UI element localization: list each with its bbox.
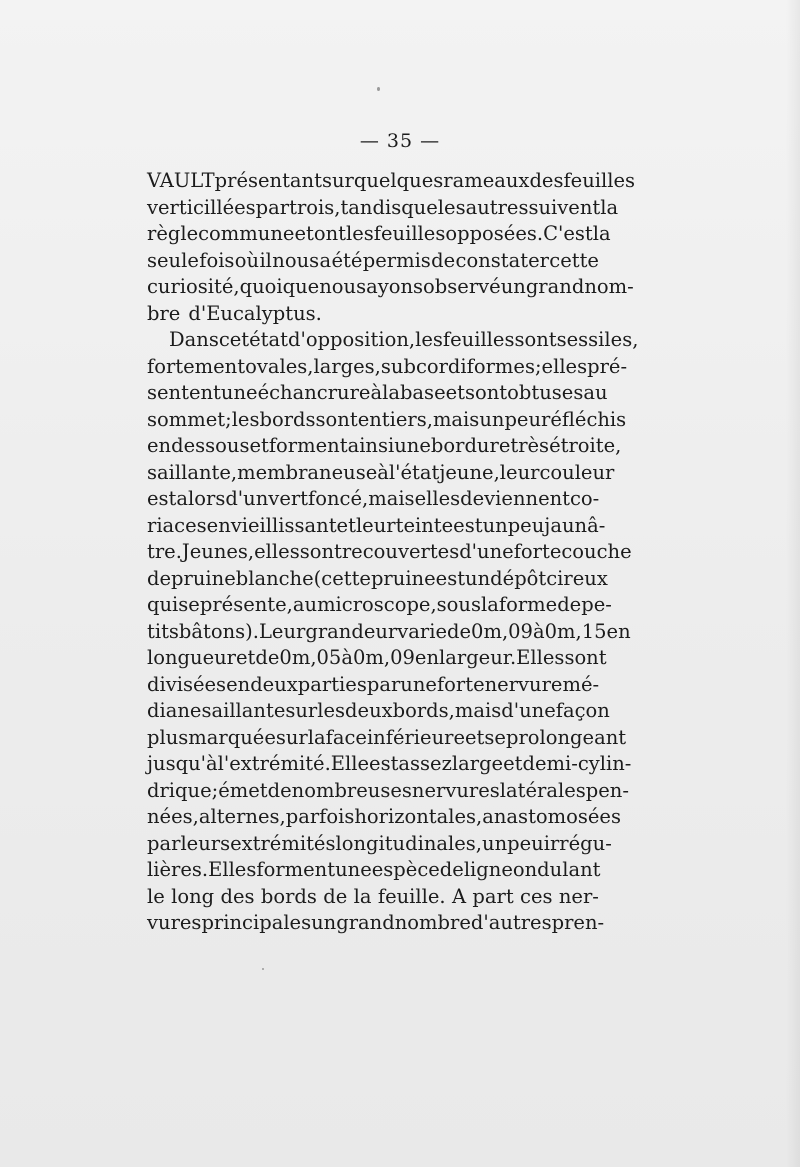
word: bords, bbox=[392, 699, 455, 722]
word: pruine bbox=[370, 566, 436, 590]
word: subcordiformes bbox=[380, 354, 535, 378]
word: nous bbox=[272, 248, 320, 272]
text-line bbox=[147, 168, 636, 195]
word: alors bbox=[176, 487, 226, 510]
word: ligne bbox=[463, 858, 513, 881]
word: deux bbox=[250, 672, 298, 696]
word: ner- bbox=[558, 884, 599, 908]
word: leurs bbox=[180, 831, 231, 855]
word: au bbox=[583, 381, 608, 404]
word: (cette bbox=[313, 566, 371, 590]
word: principales bbox=[201, 911, 312, 934]
word: peu bbox=[507, 831, 544, 855]
word: bords bbox=[260, 884, 317, 908]
word: nombreuses bbox=[291, 778, 412, 802]
word: ces bbox=[520, 884, 553, 908]
word: des bbox=[529, 169, 564, 192]
word: et bbox=[249, 434, 269, 457]
word: sont bbox=[299, 540, 342, 563]
word: microscope, bbox=[317, 593, 437, 616]
text-line bbox=[147, 354, 628, 381]
word: en bbox=[206, 513, 231, 537]
word: varie bbox=[397, 619, 448, 643]
word: jeune, bbox=[439, 460, 500, 484]
word: ainsi bbox=[347, 434, 395, 457]
word: pen- bbox=[585, 778, 629, 802]
word: les bbox=[317, 699, 346, 722]
word: une bbox=[394, 434, 431, 457]
word: longueur bbox=[147, 646, 236, 669]
word: très bbox=[510, 434, 550, 457]
word: à bbox=[370, 381, 383, 404]
word: état bbox=[249, 328, 288, 351]
word: anastomosées bbox=[482, 805, 621, 828]
word: parfois bbox=[285, 805, 355, 828]
text-line bbox=[147, 592, 612, 619]
page-number: — 35 — bbox=[359, 130, 441, 152]
word: sont bbox=[564, 646, 607, 669]
word: suivent bbox=[528, 195, 601, 219]
word: ont bbox=[313, 222, 346, 245]
word: 0m,15 bbox=[544, 619, 607, 643]
word: qui bbox=[147, 593, 179, 616]
word: lières. bbox=[147, 858, 209, 881]
page-edge-shadow bbox=[786, 0, 800, 1167]
word: constater bbox=[455, 248, 549, 272]
word: nervure bbox=[484, 672, 563, 696]
word: parties bbox=[297, 672, 367, 696]
word: plus bbox=[147, 725, 189, 749]
word: d'une bbox=[459, 540, 514, 563]
word: espèce bbox=[371, 858, 440, 881]
word: de bbox=[147, 566, 172, 590]
word: mais bbox=[368, 487, 415, 510]
text-line bbox=[147, 460, 615, 487]
word: réfléchis bbox=[541, 407, 627, 431]
word: présente, bbox=[199, 593, 293, 616]
word: extrémités bbox=[230, 831, 336, 855]
word: fortement bbox=[147, 354, 246, 378]
word: de bbox=[439, 858, 464, 881]
word: les bbox=[415, 328, 443, 351]
word: inférieure bbox=[366, 725, 466, 749]
word: présentant bbox=[214, 169, 322, 192]
word: assez bbox=[398, 752, 452, 775]
word: d'opposition, bbox=[287, 328, 416, 351]
word: tre. bbox=[147, 540, 182, 563]
word: forment bbox=[256, 858, 336, 881]
word: nous bbox=[319, 275, 367, 298]
word: 0m,05 bbox=[279, 646, 342, 669]
word: opposées. bbox=[445, 222, 544, 245]
word: les bbox=[231, 407, 260, 431]
word: de bbox=[557, 593, 582, 616]
word: forment bbox=[268, 434, 348, 457]
word: VAULT bbox=[147, 169, 215, 192]
word: demi-cylin- bbox=[522, 752, 632, 775]
word: un bbox=[500, 275, 526, 298]
word: co- bbox=[570, 487, 600, 510]
word: par bbox=[147, 831, 181, 855]
text-line bbox=[147, 327, 639, 354]
word: marquée bbox=[188, 725, 276, 749]
word: ayons bbox=[366, 275, 424, 298]
word: Jeunes, bbox=[181, 540, 255, 563]
word: le bbox=[147, 884, 165, 908]
word: la bbox=[592, 222, 611, 245]
word: la bbox=[600, 195, 619, 219]
text-line bbox=[147, 486, 599, 513]
word: ; bbox=[534, 354, 542, 378]
word: été bbox=[331, 248, 363, 272]
word: règle bbox=[147, 222, 199, 245]
word: par bbox=[255, 195, 290, 219]
word: dessous bbox=[171, 434, 250, 457]
word: échancrure bbox=[257, 381, 371, 404]
word: feuilles bbox=[563, 169, 636, 192]
word: fois bbox=[199, 248, 235, 272]
word: nombre bbox=[394, 911, 471, 934]
word: bordure bbox=[430, 434, 511, 457]
word: elles bbox=[414, 487, 461, 510]
word: sont bbox=[465, 381, 508, 404]
word: d'un bbox=[225, 487, 269, 510]
word: drique bbox=[147, 778, 212, 802]
word: cireux bbox=[546, 566, 608, 590]
word: jaunâ- bbox=[544, 513, 606, 537]
word: est bbox=[147, 487, 177, 510]
word: face bbox=[325, 725, 367, 749]
word: et bbox=[336, 513, 356, 537]
word: grandeur bbox=[305, 619, 398, 643]
word: pren- bbox=[551, 911, 605, 934]
word: entiers, bbox=[357, 407, 433, 431]
word: l'état bbox=[388, 460, 440, 484]
word: peu bbox=[507, 513, 545, 537]
word: part bbox=[472, 884, 514, 908]
word: d'autres bbox=[470, 911, 552, 934]
word: grand bbox=[336, 911, 395, 934]
word: émet bbox=[218, 778, 268, 802]
word: saillante bbox=[201, 699, 286, 722]
word: en bbox=[226, 672, 251, 696]
word: irrégu- bbox=[543, 831, 612, 855]
word: de bbox=[255, 646, 280, 669]
word: couche bbox=[561, 540, 632, 563]
word: largeur. bbox=[439, 646, 517, 669]
word: autres bbox=[465, 195, 529, 219]
word: ; bbox=[211, 778, 219, 802]
word: en bbox=[606, 619, 631, 643]
word: est bbox=[369, 752, 399, 775]
word: seule bbox=[147, 248, 199, 272]
word: cet bbox=[218, 328, 250, 351]
text-line bbox=[147, 221, 611, 248]
text-line bbox=[147, 380, 608, 407]
word: et bbox=[503, 752, 523, 775]
word: C'est bbox=[543, 222, 593, 245]
text-line bbox=[147, 884, 599, 911]
word: par bbox=[366, 672, 401, 696]
word: sur bbox=[275, 725, 308, 749]
word: pe- bbox=[581, 593, 612, 616]
word: recouvertes bbox=[341, 540, 460, 563]
word: deviennent bbox=[460, 487, 571, 510]
word: de bbox=[447, 619, 472, 643]
text-line bbox=[147, 831, 612, 858]
text-line bbox=[147, 274, 634, 301]
word: la bbox=[382, 381, 400, 404]
word: curiosité, bbox=[147, 275, 240, 298]
text-line bbox=[147, 804, 621, 831]
word: forme bbox=[498, 593, 558, 616]
word: diane bbox=[147, 699, 202, 722]
word: un bbox=[482, 831, 508, 855]
word: larges, bbox=[313, 354, 381, 378]
text-line bbox=[147, 698, 610, 725]
word: 0m,09 bbox=[471, 619, 533, 643]
word: ovales, bbox=[245, 354, 314, 378]
word: deux bbox=[345, 699, 393, 722]
word: bords bbox=[259, 407, 316, 431]
word: d'une bbox=[501, 699, 556, 722]
text-line bbox=[147, 645, 607, 672]
word: façon bbox=[555, 699, 610, 722]
word: blanche bbox=[235, 566, 314, 590]
word: base bbox=[399, 381, 446, 404]
word: membraneuse bbox=[237, 460, 378, 484]
word: à bbox=[532, 619, 545, 643]
word: saillante, bbox=[147, 460, 238, 484]
text-line bbox=[147, 513, 606, 540]
word: Elles bbox=[208, 858, 257, 881]
word: nervures bbox=[411, 778, 500, 802]
word: forte bbox=[436, 672, 485, 696]
text-line bbox=[147, 433, 622, 460]
word: un bbox=[482, 513, 508, 537]
paper-speck bbox=[377, 87, 380, 91]
word: nom- bbox=[584, 275, 634, 298]
word: où bbox=[234, 248, 260, 272]
word: tandis bbox=[340, 195, 402, 219]
word: obtuses bbox=[507, 381, 584, 404]
word: sont bbox=[514, 328, 557, 351]
word: feuilles bbox=[373, 222, 446, 245]
word: de bbox=[323, 884, 348, 908]
text-line bbox=[147, 566, 608, 593]
word: observé bbox=[423, 275, 501, 298]
word: tits bbox=[147, 619, 179, 643]
word: les bbox=[345, 222, 374, 245]
word: en bbox=[414, 646, 440, 669]
word: l'extrémité. bbox=[217, 752, 331, 775]
word: se bbox=[484, 725, 506, 749]
text-line bbox=[147, 725, 627, 752]
word: forte bbox=[513, 540, 562, 563]
word: long bbox=[171, 884, 215, 908]
word: les bbox=[437, 195, 466, 219]
word: de bbox=[267, 778, 292, 802]
body-text bbox=[147, 168, 639, 937]
word: d'Eucalyptus. bbox=[188, 301, 322, 325]
word: mais bbox=[432, 407, 480, 431]
word: la bbox=[307, 725, 326, 749]
word: A bbox=[451, 884, 467, 908]
word: peu bbox=[504, 407, 542, 431]
word: il bbox=[259, 248, 272, 272]
word: cette bbox=[549, 248, 599, 272]
word: est bbox=[435, 566, 466, 590]
word: elles bbox=[254, 540, 300, 563]
word: vert bbox=[268, 487, 309, 510]
word: se bbox=[178, 593, 200, 616]
word: un bbox=[311, 911, 337, 934]
word: une bbox=[335, 858, 372, 881]
word: et bbox=[465, 725, 485, 749]
word: est bbox=[453, 513, 483, 537]
word: bre bbox=[147, 301, 181, 325]
word: elles bbox=[541, 354, 588, 378]
text-line bbox=[147, 248, 599, 275]
word: foncé, bbox=[308, 487, 369, 510]
word: nées, bbox=[147, 805, 199, 828]
word: sessiles, bbox=[556, 328, 639, 351]
text-line bbox=[147, 672, 599, 699]
word: vures bbox=[147, 911, 202, 934]
word: quelques bbox=[353, 169, 444, 192]
word: mé- bbox=[562, 672, 600, 696]
word: prolongeant bbox=[505, 725, 627, 749]
word: feuille. bbox=[377, 884, 446, 908]
word: Elle bbox=[330, 752, 370, 775]
word: permis bbox=[362, 248, 431, 272]
word: Dans bbox=[169, 328, 219, 351]
word: sous bbox=[436, 593, 481, 616]
word: ondulant bbox=[512, 858, 601, 881]
word: couleur bbox=[539, 460, 615, 484]
word: jusqu'à bbox=[147, 752, 218, 775]
word: latérales bbox=[499, 778, 586, 802]
text-line bbox=[147, 751, 632, 778]
word: quoique bbox=[239, 275, 320, 298]
word: feuilles bbox=[442, 328, 515, 351]
word: dépôt bbox=[490, 566, 547, 590]
word: étroite, bbox=[549, 434, 622, 457]
word: 0m,09 bbox=[352, 646, 415, 669]
word: vieillissant bbox=[230, 513, 337, 537]
word: sont bbox=[315, 407, 358, 431]
paper-speck bbox=[262, 968, 264, 970]
text-line bbox=[147, 195, 619, 222]
word: et bbox=[445, 381, 465, 404]
text-line bbox=[147, 910, 605, 937]
word: de bbox=[431, 248, 456, 272]
word: pruine bbox=[171, 566, 236, 590]
text-line bbox=[147, 301, 599, 328]
word: leur bbox=[355, 513, 396, 537]
word: des bbox=[220, 884, 255, 908]
word: à bbox=[341, 646, 353, 669]
word: et bbox=[294, 222, 314, 245]
word: à bbox=[377, 460, 389, 484]
text-line bbox=[147, 407, 627, 434]
word: a bbox=[319, 248, 332, 272]
word: riaces bbox=[147, 513, 207, 537]
text-line bbox=[147, 857, 599, 884]
word: sur bbox=[321, 169, 354, 192]
word: une bbox=[400, 672, 437, 696]
word: divisées bbox=[147, 672, 227, 696]
word: la bbox=[481, 593, 499, 616]
word: un bbox=[479, 407, 505, 431]
word: que bbox=[401, 195, 438, 219]
word: trois, bbox=[289, 195, 341, 219]
word: large bbox=[451, 752, 504, 775]
word: sur bbox=[285, 699, 318, 722]
word: et bbox=[236, 646, 256, 669]
word: pré- bbox=[587, 354, 628, 378]
text-line bbox=[147, 778, 629, 805]
word: longitudinales, bbox=[335, 831, 483, 855]
word: grand bbox=[525, 275, 585, 298]
word: verticillées bbox=[147, 195, 256, 219]
word: teinte bbox=[395, 513, 454, 537]
word: en bbox=[147, 434, 172, 457]
word: commune bbox=[198, 222, 295, 245]
word: un bbox=[465, 566, 491, 590]
word: Leur bbox=[258, 619, 306, 643]
word: alternes, bbox=[198, 805, 286, 828]
word: rameaux bbox=[443, 169, 530, 192]
text-line bbox=[147, 619, 631, 646]
word: mais bbox=[454, 699, 502, 722]
word: au bbox=[292, 593, 318, 616]
word: bâtons). bbox=[178, 619, 259, 643]
word: horizontales, bbox=[354, 805, 483, 828]
word: leur bbox=[499, 460, 540, 484]
word: Elles bbox=[516, 646, 565, 669]
word: sommet; bbox=[147, 407, 232, 431]
word: une bbox=[220, 381, 258, 404]
word: sentent bbox=[147, 381, 221, 404]
text-line bbox=[147, 539, 632, 566]
word: la bbox=[353, 884, 372, 908]
